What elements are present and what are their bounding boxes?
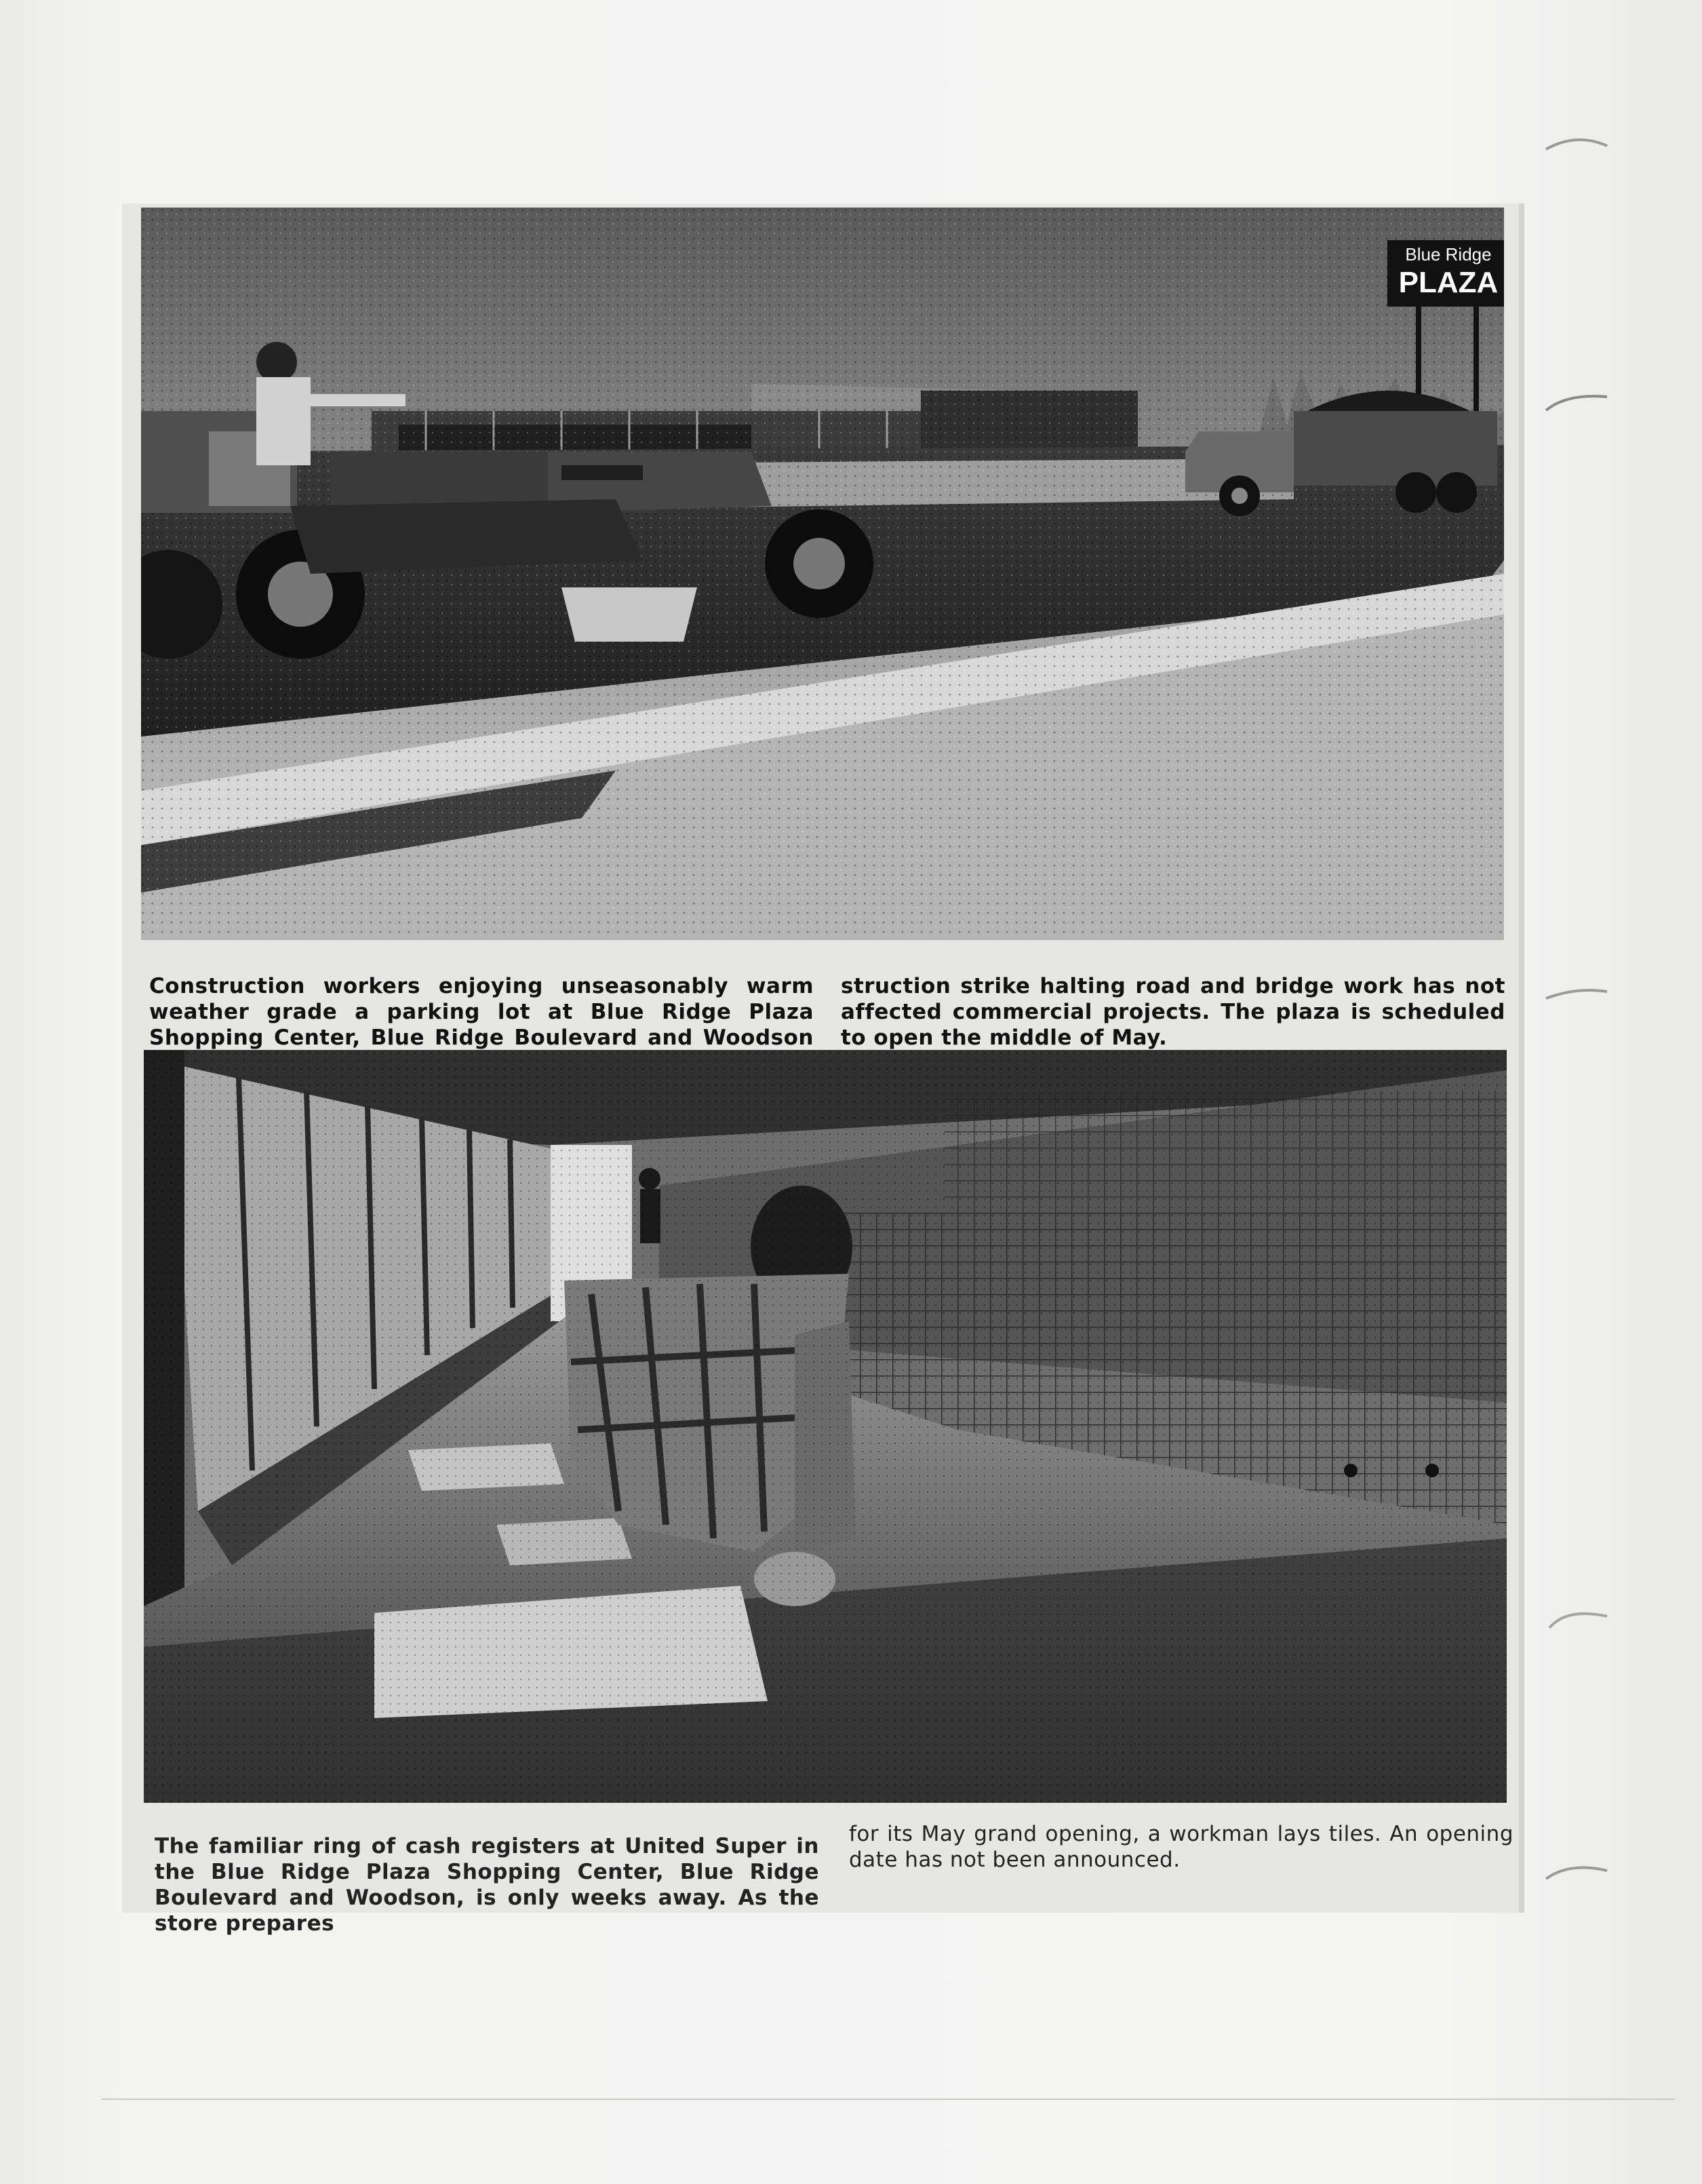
plaza-sign-line2: PLAZA xyxy=(1398,266,1499,299)
page-bottom-rule xyxy=(102,2099,1675,2100)
top-caption-left: Construction workers enjoying unseasonably warm weather grade a parking lot at Blue Ridge Plaza Shopping Center, Blue Ridge Boulevard and Woodson xyxy=(149,974,814,1050)
punch-mark-4 xyxy=(1539,1597,1614,1645)
punch-mark-3 xyxy=(1539,977,1614,1024)
bottom-caption-left: The familiar ring of cash registers at United Super in the Blue Ridge Plaza Shopping Center, Blue Ridge Boulevard and Woodson, is only weeks away. As the store prepares xyxy=(155,1834,819,1936)
top-caption-right: struction strike halting road and bridge work has not affected commercial projects. The plaza is scheduled to open the middle of May. xyxy=(841,974,1505,1050)
store-interior-photo xyxy=(144,1050,1507,1803)
punch-mark-2 xyxy=(1539,383,1614,431)
punch-mark-1 xyxy=(1539,129,1614,176)
bottom-caption-right: for its May grand opening, a workman lays tiles. An opening date has not been announced. xyxy=(849,1822,1513,1872)
punch-mark-5 xyxy=(1539,1852,1614,1899)
construction-photo xyxy=(141,208,1504,940)
plaza-sign-line1: Blue Ridge xyxy=(1405,244,1492,265)
